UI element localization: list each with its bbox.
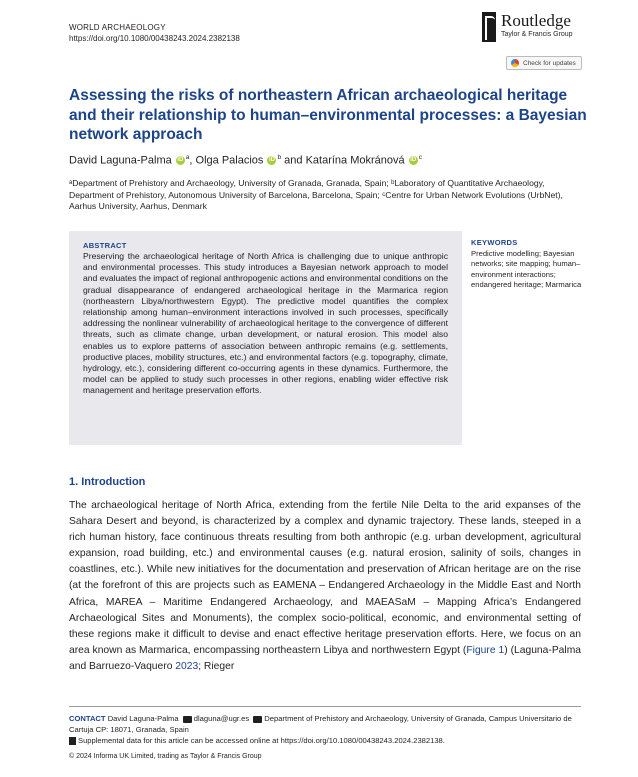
publisher-name: Routledge — [501, 11, 571, 30]
contact-name: David Laguna-Palma — [107, 714, 179, 723]
crossmark-icon — [511, 59, 519, 67]
supplemental-link[interactable]: https://doi.org/10.1080/00438243.2024.2382138 — [280, 736, 443, 745]
article-doi-link[interactable]: https://doi.org/10.1080/00438243.2024.2382138 — [69, 34, 240, 43]
supplemental-text: Supplemental data for this article can be accessed online at — [78, 736, 279, 745]
author-separator: , — [189, 154, 196, 167]
contact-address: Department of Prehistory and Archaeology, University of Granada, Campus Universitario de Cartuja CP: 18071, Granada, Spain — [69, 714, 572, 734]
contact-email-link[interactable]: dlaguna@ugr.es — [193, 714, 250, 723]
orcid-icon[interactable]: iD — [177, 157, 184, 164]
paragraph-text: The archaeological heritage of North Africa, extending from the fertile Nile Delta to the arid expanses of the Sahara Desert and beyond, is characterized by a complex and dynamic trajectory. These lands, steeped in a rich human history, face continuous threats resulting from both anthropic (e.g. urban development, agricultural expansion, road building, etc.) and environmental causes (e.g. natural erosion, salinity of soils, changes in coastlines, etc.). While new initiatives for the documentation and preservation of African heritage are on the rise (at the forefront of this are projects such as EAMENA – Endangered Archaeology in the Middle East and North Africa, MAREA – Maritime Endangered Archaeology, and MAEASaM – Mapping Africa’s Endangered Archaeological Sites and Monuments), the complex socio-political, economic, and environmental setting of these regions make it difficult to devise and enact effective heritage preservation efforts. Here, we focus on an area known as Marmarica, encompassing northeastern Libya and northwestern Egypt ( — [69, 500, 581, 656]
orcid-icon[interactable]: iD — [268, 157, 275, 164]
abstract-heading: ABSTRACT — [83, 241, 127, 250]
citation-link[interactable]: 2023 — [175, 660, 199, 672]
check-for-updates-button[interactable] — [506, 56, 582, 70]
figure-link[interactable]: Figure 1 — [466, 644, 505, 656]
publisher-group: Taylor & Francis Group — [501, 31, 573, 38]
article-title: Assessing the risks of northeastern African archaeological heritage and their relationship to human–environmental processes: a Bayesian network approach — [69, 87, 587, 143]
author-affiliation-mark: c — [418, 154, 422, 161]
copyright-notice: © 2024 Informa UK Limited, trading as Taylor & Francis Group — [69, 753, 262, 760]
footer-divider — [69, 706, 581, 707]
author-affiliation-mark: b — [277, 154, 282, 161]
paragraph-text: ; Rieger — [198, 660, 235, 672]
author-separator: and — [281, 154, 306, 167]
author-name[interactable]: Katarína Mokránová — [305, 154, 405, 167]
contact-label: CONTACT — [69, 714, 106, 723]
contact-block: CONTACT David Laguna-Palma dlaguna@ugr.es Department of Prehistory and Archaeology, University of Granada, Campus Universitario de Cartuja CP: 18071, Granada, Spain Supplemental data for this article can be accessed online at https://doi.org/10.1080/00438243.2024.2382138. — [69, 714, 572, 745]
paragraph-text: ) (Laguna-Palma and Barruezo-Vaquero — [69, 644, 582, 672]
keywords-text: Predictive modelling; Bayesian networks; site mapping; human–environment interactions; endangered heritage; Marmarica — [471, 249, 582, 289]
author-name[interactable]: David Laguna-Palma — [69, 154, 172, 167]
address-icon — [253, 716, 262, 723]
supplemental-icon — [69, 737, 76, 745]
journal-name: WORLD ARCHAEOLOGY — [69, 23, 166, 32]
check-for-updates-label: Check for updates — [523, 59, 576, 67]
email-icon — [183, 716, 192, 723]
routledge-logo-icon — [482, 12, 496, 42]
abstract-panel — [69, 231, 462, 445]
author-affiliation-mark: a — [185, 154, 190, 161]
author-list — [69, 154, 422, 167]
keywords-heading: KEYWORDS — [471, 238, 518, 247]
introduction-paragraph — [69, 498, 581, 675]
publisher-logo[interactable] — [482, 12, 592, 46]
author-name[interactable]: Olga Palacios — [195, 154, 264, 167]
section-heading-introduction: 1. Introduction — [69, 476, 146, 488]
affiliations: ᵃDepartment of Prehistory and Archaeology, University of Granada, Granada, Spain; ᵇLaboratory of Quantitative Archaeology, Department of Prehistory, Autonomous University of Barcelona, Barcelona, Spain; ᶜCentre for Urban Network Evolutions (UrbNet), Aarhus University, Aarhus, Denmark — [69, 178, 563, 211]
abstract-text: Preserving the archaeological heritage of North Africa is challenging due to unique anthropic and environmental processes. This study introduces a Bayesian network approach to model and evaluates the impact of regional anthropogenic actions and environmental conditions on the gradual disappearance of endangered archaeological heritage in the Marmarica region (northeastern Libya/northwestern Egypt). The predictive model quantifies the complex relationship among human–environment interactions involved in such processes, specifically addressing the nonlinear vulnerability of archaeological heritage to the convergence of different threats, such as climate change, urban development, or natural erosion. This model also enables us to explore patterns of association between anthropic remains (e.g. settlements, productive places, mobility structures, etc.) and environmental factors (e.g. topography, climate, hydrology, etc.), considering different co-occurring agents in these dynamics. Furthermore, the model can be applied to study such processes in other regions, enabling wider effective risk management and heritage preservation efforts. — [83, 251, 448, 396]
orcid-icon[interactable]: iD — [410, 157, 417, 164]
keywords-panel — [471, 238, 583, 290]
